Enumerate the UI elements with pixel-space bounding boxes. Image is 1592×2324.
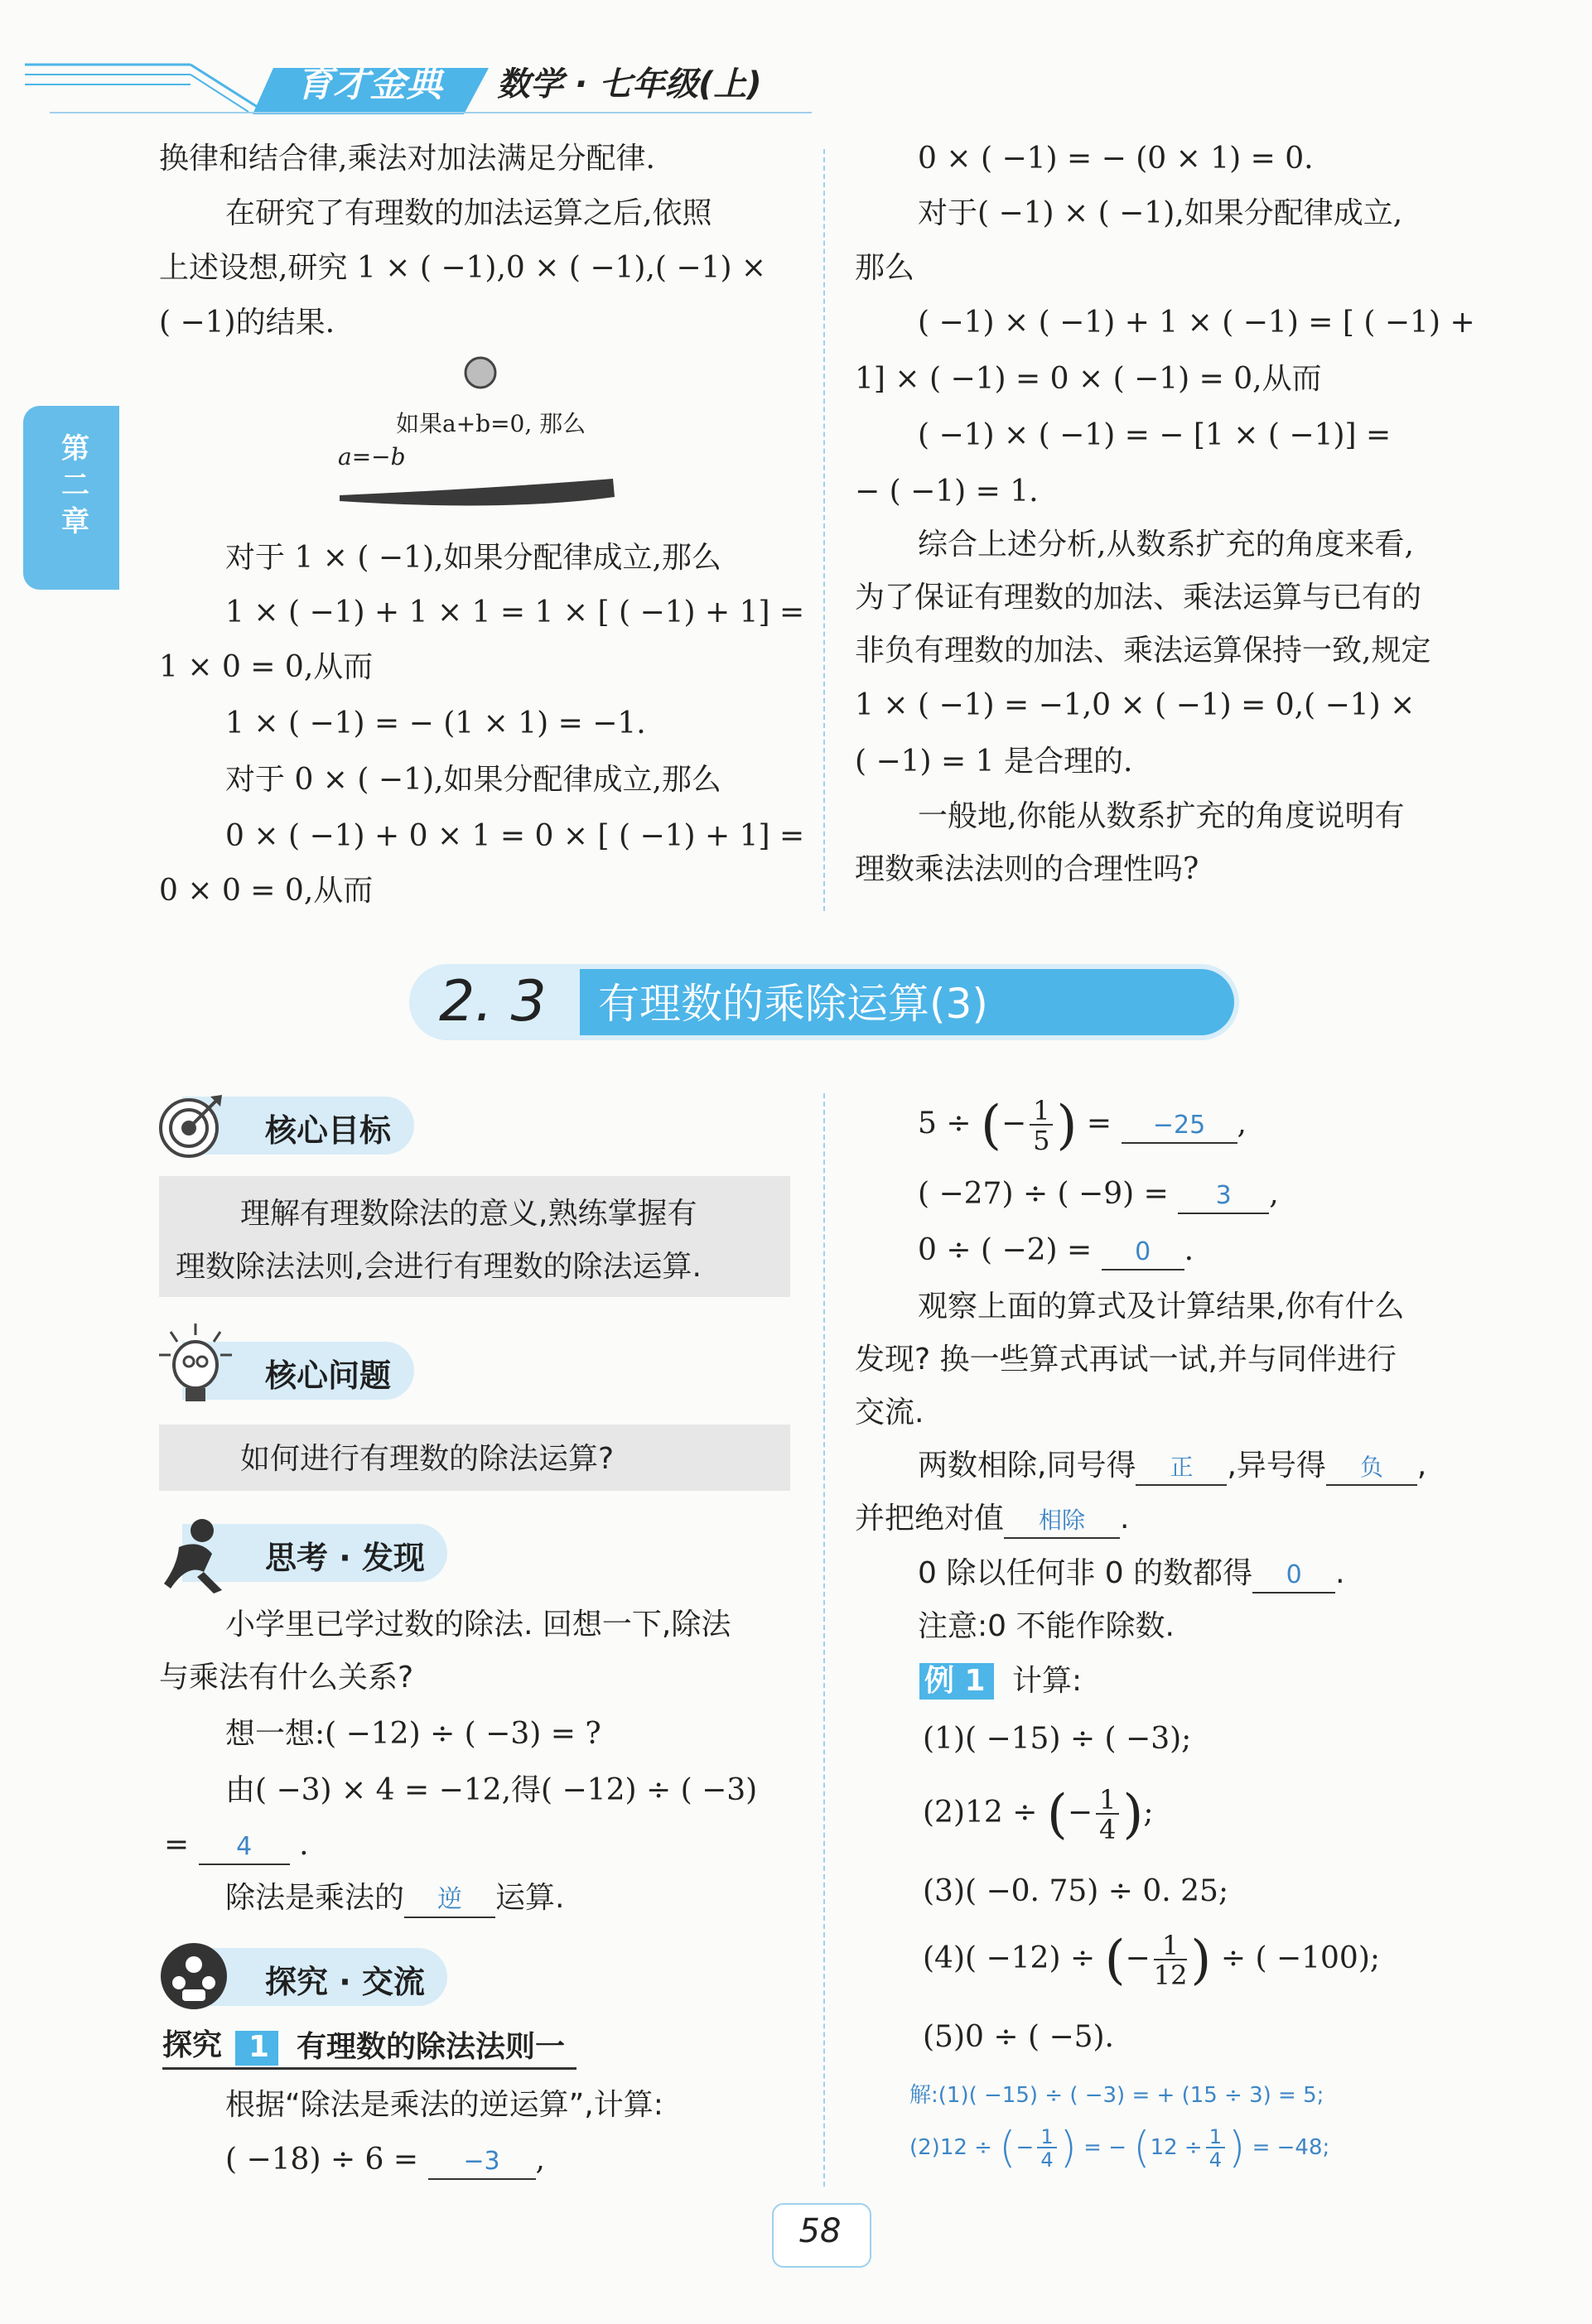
question-1 [918,1087,1247,1163]
text-span: 并把绝对值 [855,1502,1005,1536]
text-line: 0 × ( −1) + 0 × 1 = 0 × [ ( −1) + 1] = [225,819,805,853]
lightbulb-icon [154,1319,237,1410]
think-line-3: 想一想:( −12) ÷ ( −3) = ? [225,1717,601,1751]
target-icon [156,1092,225,1161]
example-item-2 [923,1776,1153,1852]
text-line: 对于 1 × ( −1),如果分配律成立,那么 [225,541,721,575]
text-line: 在研究了有理数的加法运算之后,依照 [225,196,712,230]
text-span: 5 ÷ [918,1107,972,1140]
example-item-5: (5)0 ÷ ( −5). [923,2020,1114,2054]
comma: , [535,2143,545,2177]
left-paren: ( [1133,2123,1151,2173]
fraction [1030,1097,1053,1154]
text-line: 对于( −1) × ( −1),如果分配律成立, [918,196,1403,230]
answer-blank[interactable]: −3 [428,2145,536,2180]
text-span: (2)12 ÷ [909,2135,992,2160]
text-line: 对于 0 × ( −1),如果分配律成立,那么 [225,763,721,797]
right-paren: ) [1228,2123,1246,2173]
text-span: 除法是乘法的 [225,1881,405,1915]
zero-rule [918,1555,1345,1594]
solution-line-1: 解:(1)( −15) ÷ ( −3) = + (15 ÷ 3) = 5; [909,2083,1324,2108]
fraction-denominator: 5 [1033,1125,1050,1156]
text-line: 非负有理数的加法、乘法运算保持一致,规定 [855,634,1431,668]
text-line: − ( −1) = 1. [855,475,1039,509]
fraction-denominator: 4 [1099,1814,1117,1845]
fraction-denominator: 4 [1208,2148,1222,2172]
figure-caption: 如果a+b=0, 那么 [396,410,586,437]
header-subject: 数学 · 七年级(上) [497,65,762,104]
text-line: 为了保证有理数的加法、乘法运算与已有的 [855,581,1422,615]
answer-blank[interactable]: 逆 [404,1883,495,1918]
text-line: 0 × 0 = 0,从而 [159,874,374,908]
answer-blank[interactable]: 0 [1102,1236,1184,1270]
thinker-icon [154,1514,237,1597]
text-line: 上述设想,研究 1 × ( −1),0 × ( −1),( −1) × [159,251,767,285]
text-span: ÷ ( −100); [1220,1941,1380,1975]
answer-blank[interactable]: −25 [1122,1109,1237,1144]
left-paren: ( [980,1095,1001,1156]
text-line: 1 × ( −1) + 1 × 1 = 1 × [ ( −1) + 1] = [225,595,805,629]
text-line: 1 × ( −1) = −1,0 × ( −1) = 0,( −1) × [855,688,1416,722]
think-line-5 [164,1827,309,1865]
example-item-1: (1)( −15) ÷ ( −3); [923,1722,1192,1756]
text-span: 两数相除,同号得 [918,1449,1136,1483]
observe-line-1: 观察上面的算式及计算结果,你有什么 [918,1290,1405,1324]
right-paren: ) [1190,1930,1212,1991]
question-text: 如何进行有理数的除法运算? [240,1442,615,1476]
text-line: ( −1) = 1 是合理的. [855,745,1133,779]
text-line: 理数乘法法则的合理性吗? [855,852,1199,886]
text-span: ( −27) ÷ ( −9) = [918,1177,1169,1211]
goal-label: 核心目标 [265,1112,392,1149]
observe-line-3: 交流. [855,1396,924,1430]
comma: , [1237,1107,1247,1140]
page-number: 58 [798,2212,842,2250]
think-line-6 [225,1880,564,1918]
equals-sign: = [164,1828,190,1862]
column-divider-top [823,149,825,911]
example-title: 计算: [1012,1664,1083,1698]
answer-blank[interactable]: 相除 [1004,1504,1120,1539]
text-span: (4)( −12) ÷ [923,1941,1096,1975]
fraction-numerator: 1 [1030,1097,1053,1126]
text-line: 换律和结合律,乘法对加法满足分配律. [159,142,655,176]
fraction [1096,1786,1119,1843]
section-number: 2. 3 [439,969,547,1034]
fraction [1037,2124,1056,2172]
example-item-4 [923,1921,1380,1998]
solution-line-2: (2)12 ÷ (− $\frac{1}{4}$ ) = − (12 ÷ $\frac{1}{4}$ ) = −48; [909,2123,1330,2173]
answer-blank[interactable]: 负 [1326,1451,1417,1486]
think-line-4: 由( −3) × 4 = −12,得( −12) ÷ ( −3) [225,1773,758,1807]
example-item-3: (3)( −0. 75) ÷ 0. 25; [923,1874,1229,1908]
semicolon: ; [1143,1796,1154,1830]
text-span: ( −18) ÷ 6 = [225,2143,419,2177]
fraction [1154,1932,1188,1989]
period: . [1335,1556,1345,1590]
think-label: 思考 · 发现 [265,1540,425,1576]
rule-line-1 [918,1448,1426,1486]
explore-line-2 [225,2142,545,2180]
text-line: 1 × 0 = 0,从而 [159,650,374,684]
fraction-denominator: 12 [1153,1960,1188,1991]
section-title: 有理数的乘除运算(3) [598,980,988,1028]
text-line: 一般地,你能从数系扩充的角度说明有 [918,799,1405,833]
left-paren: ( [999,2123,1016,2173]
think-line-1: 小学里已学过数的除法. 回想一下,除法 [225,1608,731,1642]
question-2 [918,1176,1279,1214]
text-span: ,异号得 [1227,1449,1326,1483]
observe-line-2: 发现? 换一些算式再试一试,并与同伴进行 [855,1343,1397,1377]
right-paren: ) [1056,1095,1078,1156]
minus-sign: − [1067,1796,1093,1830]
text-line: 综合上述分析,从数系扩充的角度来看, [918,528,1414,562]
right-paren: ) [1059,2123,1077,2173]
answer-blank[interactable]: 3 [1178,1179,1269,1214]
fraction-numerator: 1 [1037,2127,1056,2148]
period: . [1120,1502,1130,1536]
period: . [299,1828,309,1862]
fraction-denominator: 4 [1040,2148,1054,2172]
right-paren: ) [1122,1784,1144,1845]
text-line: ( −1) × ( −1) = − [1 × ( −1)] = [918,418,1392,452]
text-span: 12 ÷ [1150,2135,1203,2160]
equals-sign: = [1086,1107,1112,1140]
explore-title: 有理数的除法法则一 [297,2030,566,2064]
left-paren: ( [1046,1784,1068,1845]
goal-text-2: 理数除法法则,会进行有理数的除法运算. [176,1250,702,1284]
chapter-side-tab-label: 第二章 [61,432,89,538]
comma: , [1416,1449,1427,1483]
text-line: ( −1) × ( −1) + 1 × ( −1) = [ ( −1) + [918,306,1475,340]
fraction-numerator: 1 [1154,1932,1188,1960]
explore-number: 1 [248,2030,270,2064]
text-span: = −48; [1252,2135,1330,2160]
minus-sign: − [1125,1941,1151,1975]
text-span: (2)12 ÷ [923,1796,1038,1830]
fraction-numerator: 1 [1206,2127,1225,2148]
explore-line-1: 根据“除法是乘法的逆运算”,计算: [225,2088,663,2122]
text-line: 0 × ( −1) = − (0 × 1) = 0. [918,142,1314,176]
group-icon [157,1938,232,2013]
explore-tag: 探究 [162,2028,223,2062]
text-span: 0 除以任何非 0 的数都得 [918,1556,1253,1590]
note-line: 注意:0 不能作除数. [918,1609,1175,1643]
column-divider-bottom [823,1093,825,2187]
answer-blank[interactable]: 0 [1252,1559,1335,1594]
header-brand: 育才金典 [297,63,442,105]
fraction-numerator: 1 [1096,1786,1119,1815]
minus-sign: − [1001,1107,1027,1140]
question-3 [918,1232,1194,1270]
text-line: 1] × ( −1) = 0 × ( −1) = 0,从而 [855,362,1322,396]
comma: , [1269,1177,1279,1211]
text-span: 0 ÷ ( −2) = [918,1233,1093,1267]
fraction [1206,2124,1225,2172]
text-line: ( −1)的结果. [159,306,335,340]
text-line: 那么 [855,251,915,285]
text-span: = − [1083,2135,1127,2160]
rule-line-2 [855,1501,1129,1539]
header-decoration [0,50,1592,124]
explore-label: 探究 · 交流 [265,1964,425,2000]
text-span: 运算. [495,1881,565,1915]
left-paren: ( [1104,1930,1126,1991]
example-tag: 例 1 [924,1664,986,1698]
question-label: 核心问题 [265,1357,392,1394]
figure-caption-2: a=−b [338,443,406,470]
think-line-2: 与乘法有什么关系? [159,1661,414,1695]
goal-text-1: 理解有理数除法的意义,熟练掌握有 [240,1197,697,1231]
explore-underline [162,2067,576,2070]
answer-blank[interactable]: 4 [199,1830,290,1865]
text-line: 1 × ( −1) = − (1 × 1) = −1. [225,706,646,740]
answer-blank[interactable]: 正 [1136,1451,1227,1486]
period: . [1184,1233,1194,1267]
